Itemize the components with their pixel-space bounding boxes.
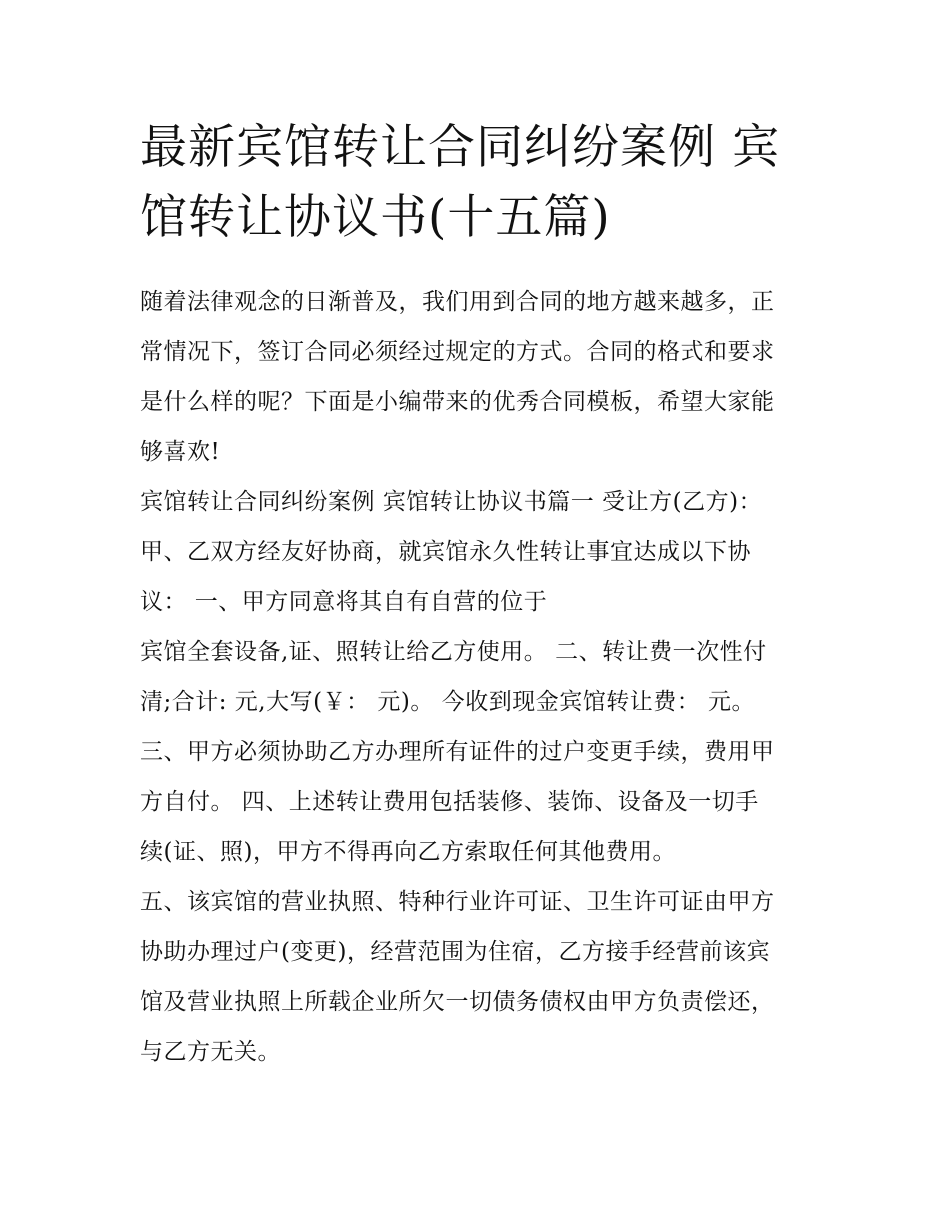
document-title	[140, 113, 820, 253]
text-line: 与乙方无关。	[140, 1039, 281, 1065]
text-line: 宾馆全套设备,证、照转让给乙方使用。 二、转让费一次性付	[140, 639, 767, 665]
text-line: 议： 一、甲方同意将其自有自营的位于	[140, 589, 548, 615]
document-body	[140, 277, 820, 1077]
contract-paragraph-2	[140, 877, 820, 1077]
text-line: 够喜欢!	[140, 439, 221, 465]
text-line: 续(证、照)，甲方不得再向乙方索取任何其他费用。	[140, 839, 676, 865]
contract-paragraph-1	[140, 477, 820, 877]
text-line: 五、该宾馆的营业执照、特种行业许可证、卫生许可证由甲方	[140, 889, 775, 915]
intro-paragraph	[140, 277, 820, 477]
text-line: 清;合计: 元,大写(￥： 元)。 今收到现金宾馆转让费： 元。	[140, 689, 755, 715]
text-line: 常情况下，签订合同必须经过规定的方式。合同的格式和要求	[140, 339, 775, 365]
text-line: 三、甲方必须协助乙方办理所有证件的过户变更手续，费用甲	[140, 739, 775, 765]
text-line: 是什么样的呢？下面是小编带来的优秀合同模板，希望大家能	[140, 389, 775, 415]
title-line: 馆转让协议书(十五篇)	[140, 190, 611, 245]
text-line: 宾馆转让合同纠纷案例 宾馆转让协议书篇一 受让方(乙方)：	[140, 489, 763, 515]
text-line: 馆及营业执照上所载企业所欠一切债务债权由甲方负责偿还，	[140, 989, 775, 1015]
text-line: 协助办理过户(变更)，经营范围为住宿，乙方接手经营前该宾	[140, 939, 770, 965]
title-line: 最新宾馆转让合同纠纷案例 宾	[140, 120, 780, 175]
text-line: 甲、乙双方经友好协商，就宾馆永久性转让事宜达成以下协	[140, 539, 751, 565]
text-line: 随着法律观念的日渐普及，我们用到合同的地方越来越多，正	[140, 289, 775, 315]
text-line: 方自付。 四、上述转让费用包括装修、装饰、设备及一切手	[140, 789, 759, 815]
